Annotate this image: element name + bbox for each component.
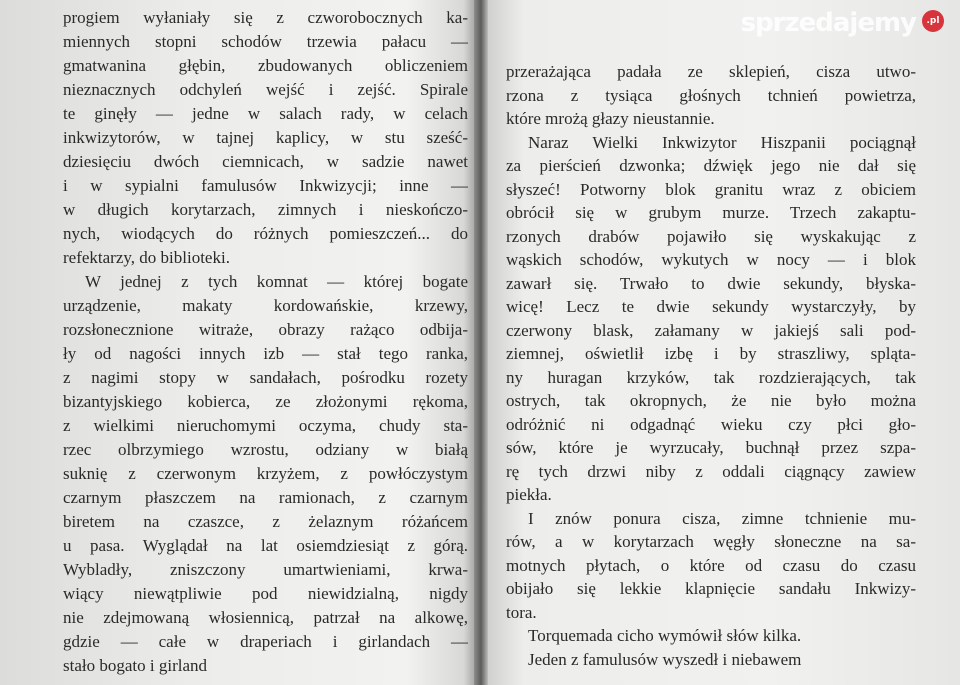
text-line: Naraz Wielki Inkwizytor Hiszpanii pociągnął (528, 132, 916, 152)
text-line: sów, które je wyrzucały, buchnął przez szpa- (506, 438, 916, 457)
text-line: czerwony blask, załamany w jakiejś sali pod- (506, 320, 916, 340)
text-line: z nagimi stopy w sandałach, pośrodku rozety (63, 368, 468, 387)
text-line: ny huragan krzyków, tak rozdzierających, tak (506, 367, 916, 387)
watermark-badge: .pl (922, 10, 944, 32)
text-line: miennych stopni schodów trzewia pałacu — (63, 32, 468, 51)
text-line: ły od nagości innych izb — stał tego ranka, (63, 344, 468, 363)
text-line: z wielkimi nieruchomymi oczyma, chudy sta- (63, 416, 468, 435)
text-line: gdzie — całe w draperiach i girlandach — (63, 632, 468, 651)
watermark-logo: sprzedajemy (740, 8, 916, 38)
text-line: zawarł się. Trwało to dwie sekundy, błyska- (506, 273, 916, 293)
right-book-page (486, 0, 960, 685)
text-line: w długich korytarzach, zimnych i nieskończo- (63, 200, 468, 219)
text-line: rzona z tysiąca głośnych tchnień powietrza, (506, 85, 916, 105)
text-line: bizantyjskiego kobierca, ze złożonymi rękoma, (63, 392, 468, 411)
text-line: gmatwanina głębin, zbudowanych obliczeniem (63, 56, 468, 75)
text-line: które mrożą głazy nieustannie. (506, 109, 715, 128)
left-book-page (0, 0, 478, 685)
right-page-text (506, 60, 916, 671)
text-line: biretem na czaszce, z żelaznym różańcem (63, 512, 468, 531)
text-line: ziemnej, oświetlił izbę i by straszliwy, spląta- (506, 344, 916, 363)
text-line: W jednej z tych komnat — której bogate (85, 272, 468, 291)
text-line: obrócił się w grubym murze. Trzech zakaptu- (506, 203, 916, 222)
text-line: motnych płytach, o które od czasu do czasu (506, 555, 916, 575)
text-line: inkwizytorów, w tajnej kaplicy, w stu sześć- (63, 128, 468, 147)
text-line: rę tych drzwi niby z oddali ciągnący zawiew (506, 461, 916, 481)
text-line: wiący niewątpliwie pod niewidzialną, nigdy (63, 584, 468, 603)
text-line: rzonych drabów pojawiło się wyskakując z (506, 226, 916, 246)
text-line: obijało się lekkie klapnięcie sandału Inkwizy- (506, 579, 916, 598)
text-line: czarnym płaszczem na ramionach, z czarnym (63, 488, 468, 507)
text-line: I znów ponura cisza, zimne tchnienie mu- (528, 508, 916, 528)
text-line: piekła. (506, 485, 552, 504)
text-line: Wybladły, zniszczony umartwieniami, krwa- (63, 560, 468, 579)
text-line: przerażająca padała ze sklepień, cisza utwo- (506, 62, 916, 81)
text-line: nie zdejmowaną włosiennicą, patrzał na alkowę, (63, 608, 468, 627)
text-line: za pierścień dzwonka; dźwięk jego nie dał się (506, 156, 916, 175)
text-line: stało bogato i girland (63, 656, 208, 675)
text-line: dziesięciu dwóch ciemnicach, w sadzie nawet (63, 152, 468, 171)
text-line: nych, wiodących do różnych pomieszczeń... do (63, 224, 468, 243)
text-line: wicę! Lecz te dwie sekundy wystarczyły, by (506, 297, 916, 316)
text-line: ostrych, tak okropnych, że nie było można (506, 391, 916, 410)
text-line: urządzenie, makaty kordowańskie, krzewy, (63, 296, 468, 315)
text-line: Torquemada cicho wymówił słów kilka. (528, 626, 802, 645)
left-page-text (63, 6, 468, 678)
text-line: tora. (506, 602, 537, 622)
text-line: odróżnić ni odgadnąć wieku czy płci gło- (506, 414, 916, 434)
text-line: nieznacznych odchyleń wejść i zejść. Spirale (63, 80, 468, 99)
text-line: wąskich schodów, wykutych w nocy — i blok (506, 250, 916, 269)
text-line: progiem wyłaniały się z czworobocznych ka- (63, 8, 468, 27)
text-line: Jeden z famulusów wyszedł i niebawem (528, 649, 802, 669)
text-line: refektarzy, do biblioteki. (63, 248, 230, 267)
text-line: rów, a w korytarzach węgły słoneczne na sa- (506, 532, 916, 551)
text-line: rozsłonecznione witraże, obrazy rażąco odbija- (63, 320, 468, 339)
text-line: te ginęły — jedne w salach rady, w celach (63, 104, 468, 123)
text-line: u pasa. Wyglądał na lat osiemdziesiąt z górą. (63, 536, 468, 555)
text-line: i w sypialni famulusów Inkwizycji; inne — (63, 176, 468, 195)
text-line: rzec olbrzymiego wzrostu, odziany w białą (63, 440, 468, 459)
book-gutter (474, 0, 488, 685)
text-line: suknię z czerwonym krzyżem, z powłóczystym (63, 464, 468, 483)
text-line: słyszeć! Potworny blok granitu wraz z obiciem (506, 179, 916, 199)
